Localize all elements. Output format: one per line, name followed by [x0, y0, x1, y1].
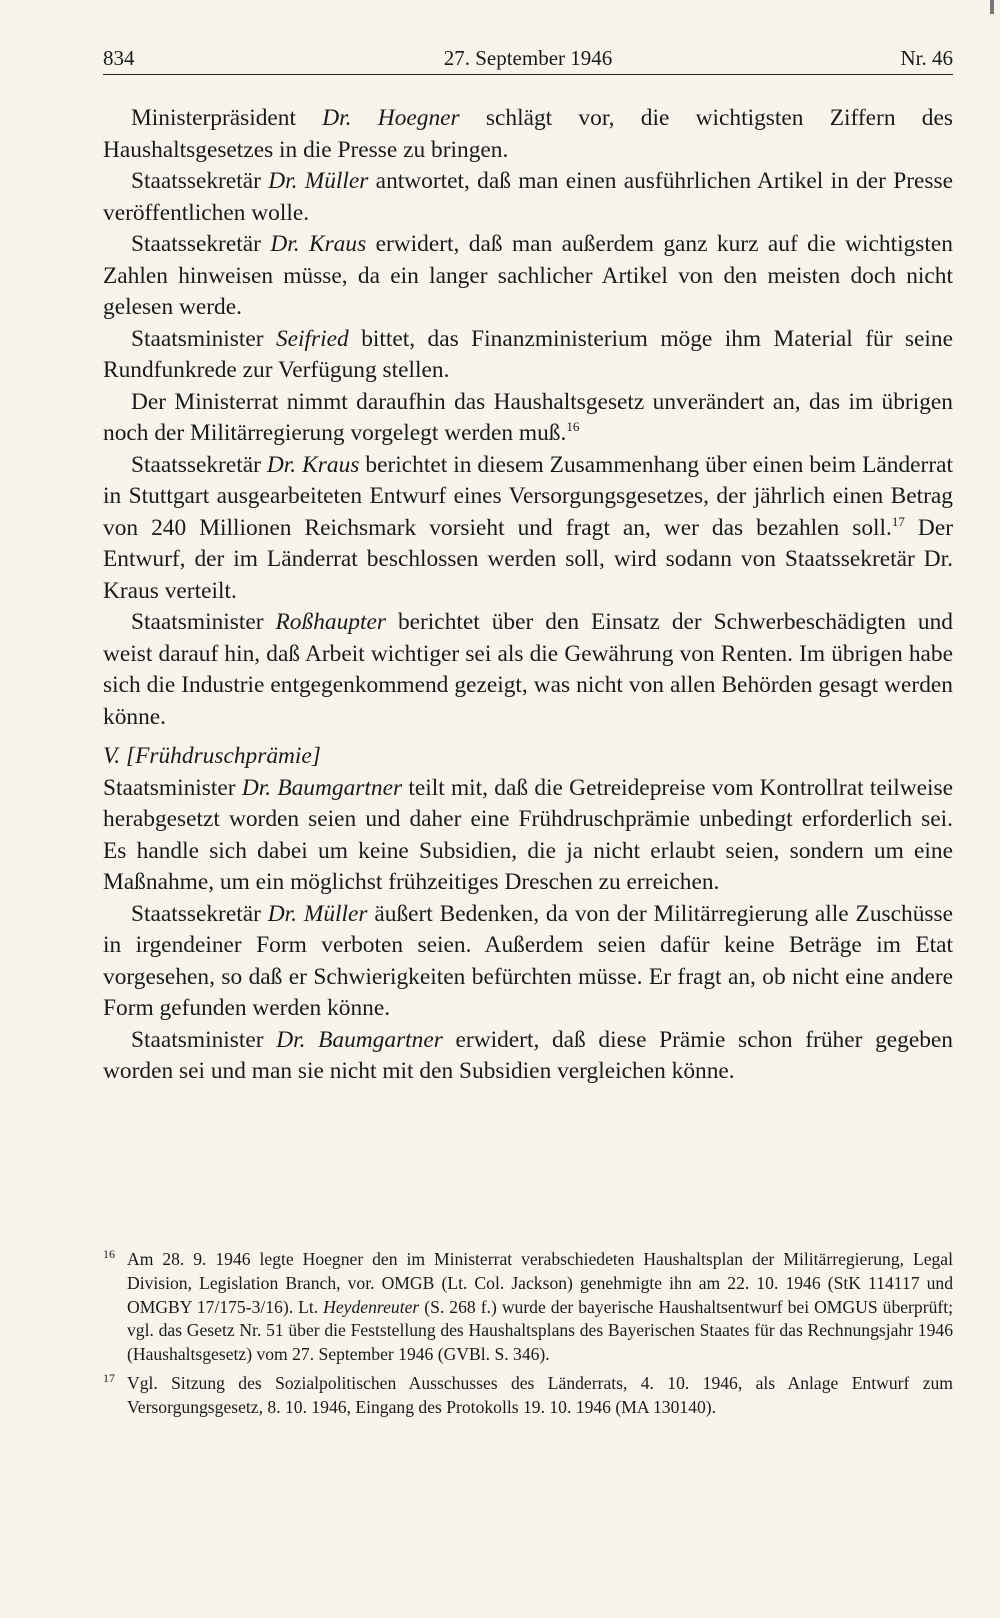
paragraph: Staatssekretär Dr. Kraus erwidert, daß man außerdem ganz kurz auf die wichtigsten Zahlen hinweisen müsse, da ein langer sachlicher Artikel von den meisten doch nicht gelesen werde.	[103, 231, 953, 320]
paragraph: Staatsminister Dr. Baumgartner teilt mit, daß die Getreidepreise vom Kontrollrat teilweise herabgesetzt worden seien und daher eine Frühdruschprämie unbedingt erforderlich sei. Es handle sich dabei um keine Subsidien, die ja nicht erlaubt seien, sondern um eine Maßnahme, um ein möglichst frühzeitiges Dreschen zu erreichen.	[103, 774, 953, 895]
footnote-mark: 17	[103, 1370, 115, 1385]
footnote-ref: 16	[566, 419, 580, 434]
header-issue: Nr. 46	[900, 46, 953, 70]
footnote: $^{16}$ Am 28. 9. 1946 legte Hoegner den im Ministerrat verabschiedeten Haushaltsplan der Militärregierung, Legal Division, Legislation Branch, vor. OMGB (Lt. Col. Jackson) genehmigte ihn am 22. 10. 1946 (StK 114117 und OMGBY 17/175-3/16). Lt. Heydenreuter (S. 268 f.) wurde der bayerische Haushaltsentwurf bei OMGUS überprüft; vgl. das Gesetz Nr. 51 über die Feststellung des Haushaltsplans des Bayerischen Staates für das Rechnungsjahr 1946 (Haushaltsgesetz) vom 27. September 1946 (GVBl. S. 346).	[103, 1247, 953, 1365]
page-number: 834	[103, 46, 135, 70]
edge-mark	[990, 0, 994, 14]
page	[103, 36, 953, 1088]
paragraph: Staatssekretär Dr. Müller äußert Bedenken, da von der Militärregierung alle Zuschüsse in irgendeiner Form verboten seien. Außerdem seien dafür keine Beträge im Etat vorgesehen, so daß er Schwierigkeiten befürchten müsse. Er fragt an, ob nicht eine andere Form gefunden werden könne.	[103, 900, 953, 1021]
footnote-mark: 16	[103, 1247, 115, 1261]
footnotes	[103, 1248, 953, 1425]
paragraph: Staatsminister Roßhaupter berichtet über den Einsatz der Schwerbeschädigten und weist darauf hin, daß Arbeit wichtiger sei als die Gewährung von Renten. Im übrigen habe sich die Industrie entgegenkommend gezeigt, was nicht von allen Behörden gesagt werden könne.	[103, 609, 953, 730]
paragraph: Staatssekretär Dr. Kraus berichtet in diesem Zusammenhang über einen beim Länderrat in Stuttgart ausgearbeiteten Entwurf eines Versorgungsgesetzes, der jährlich einen Betrag von 240 Millionen Reichsmark vorsieht und fragt an, wer das bezahlen soll.$^{17}$ Der Entwurf, der im Länderrat beschlossen werden soll, wird sodann von Staatssekretär Dr. Kraus verteilt.	[103, 451, 954, 604]
header-date: 27. September 1946	[443, 46, 613, 70]
footnote-ref: 17	[891, 513, 905, 529]
footnote: $^{17}$ Vgl. Sitzung des Sozialpolitischen Ausschusses des Länderrats, 4. 10. 1946, als Anlage Entwurf zum Versorgungsgesetz, 8. 10. 1946, Eingang des Protokolls 19. 10. 1946 (MA 130140).	[103, 1370, 953, 1417]
paragraph: Staatsminister Seifried bittet, das Finanzministerium möge ihm Material für seine Rundfunkrede zur Verfügung stellen.	[103, 325, 953, 383]
section-heading: V. [Frühdruschprämie]	[103, 743, 321, 769]
paragraph: Der Ministerrat nimmt daraufhin das Haushaltsgesetz unverändert an, das im übrigen noch der Militärregierung vorgelegt werden muß.$^{16}$	[103, 388, 953, 446]
running-header	[103, 36, 953, 75]
paragraph: Staatssekretär Dr. Müller antwortet, daß man einen ausführlichen Artikel in der Presse veröffentlichen wolle.	[103, 168, 953, 226]
paragraph: Staatsminister Dr. Baumgartner erwidert, daß diese Prämie schon früher gegeben worden sei und man sie nicht mit den Subsidien vergleichen könne.	[103, 1026, 953, 1084]
main-text	[103, 103, 953, 1088]
paragraph: Ministerpräsident Dr. Hoegner schlägt vor, die wichtigsten Ziffern des Haushaltsgesetzes in die Presse zu bringen.	[103, 105, 953, 163]
